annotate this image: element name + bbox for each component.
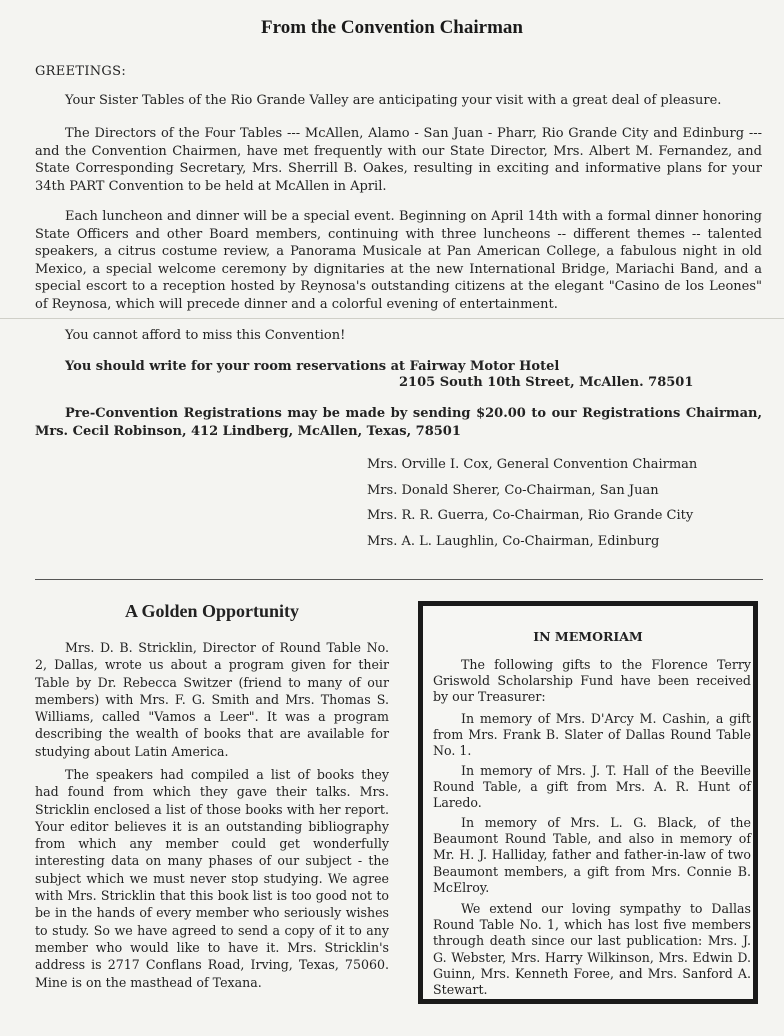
memoriam-paragraph: In memory of Mrs. J. T. Hall of the Beeville Round Table, a gift from Mrs. A. R. Hunt of Laredo. [433,763,751,811]
article-paragraph-1: Mrs. D. B. Stricklin, Director of Round Table No. 2, Dallas, wrote us about a program given for their Table by Dr. Rebecca Switzer (friend to many of our members) with Mrs. F. G. Smith and Mrs. Thomas S. Williams, called "Vamos a Leer". It was a program describing the wealth of books that are available for studying about Latin America. [35,640,389,759]
page-title: From the Convention Chairman [261,17,523,38]
letter-paragraph-2: The Directors of the Four Tables --- McAllen, Alamo - San Juan - Pharr, Rio Grande City and Edinburg --- and the Convention Chairmen, have met frequently with our State Director, Mrs. Albert M. Fernandez, and State Corresponding Secretary, Mrs. Sherrill B. Oakes, resulting in exciting and informative plans for your 34th PART Convention to be held at McAllen in April. [35,126,762,194]
signature-line: Mrs. R. R. Guerra, Co-Chairman, Rio Grande City [367,508,694,523]
memoriam-paragraph: In memory of Mrs. L. G. Black, of the Beaumont Round Table, and also in memory of Mr. H. J. Halliday, father and father-in-law of two Beaumont members, a gift from Mrs. Connie B. McElroy. [433,815,751,895]
registration-paragraph: Pre-Convention Registrations may be made by sending $20.00 to our Registrations Chairman, Mrs. Cecil Robinson, 412 Lindberg, McAllen, Texas, 78501 [35,406,762,439]
in-memoriam-box [418,601,758,1004]
hotel-address: 2105 South 10th Street, McAllen. 78501 [399,375,694,390]
letter-paragraph-1: Your Sister Tables of the Rio Grande Valley are anticipating your visit with a great deal of pleasure. [65,93,722,108]
article-title: A Golden Opportunity [124,601,300,621]
letter-paragraph-4: You cannot afford to miss this Convention! [65,328,346,343]
memoriam-title: IN MEMORIAM [533,629,643,644]
signature-line: Mrs. Donald Sherer, Co-Chairman, San Juan [367,483,659,498]
article-paragraph-2: The speakers had compiled a list of books they had found from which they gave their talks. Mrs. Stricklin enclosed a list of those books with her report. Your editor believes it is an outstanding bibliography from which any member could get wonderfully interesting data on many phases of our subject - the subject which we must never stop studying. We agree with Mrs. Stricklin that this book list is too good not to be in the hands of every member who seriously wishes to study. So we have agreed to send a copy of it to any member who would like to have it. Mrs. Stricklin's address is 2717 Conflans Road, Irving, Texas, 75060. Mine is on the masthead of Texana. [35,767,389,990]
memoriam-paragraph: We extend our loving sympathy to Dallas Round Table No. 1, which has lost five members through death since our last publication: Mrs. J. G. Webster, Mrs. Harry Wilkinson, Mrs. Edwin D. Guinn, Mrs. Kenneth Foree, and Mrs. Sanford A. Stewart. [433,901,751,998]
page-fold-line [0,318,784,319]
hotel-line: You should write for your room reservations at Fairway Motor Hotel [65,359,560,374]
memoriam-paragraph: In memory of Mrs. D'Arcy M. Cashin, a gift from Mrs. Frank B. Slater of Dallas Round Table No. 1. [433,711,751,759]
signature-line: Mrs. Orville I. Cox, General Convention Chairman [367,457,698,472]
signature-line: Mrs. A. L. Laughlin, Co-Chairman, Edinburg [367,534,660,549]
section-divider [35,579,763,580]
hotel-reservation [65,358,694,390]
greeting: GREETINGS: [35,64,127,79]
memoriam-paragraph: The following gifts to the Florence Terry Griswold Scholarship Fund have been received by our Treasurer: [433,657,751,705]
letter-paragraph-3: Each luncheon and dinner will be a special event. Beginning on April 14th with a formal dinner honoring State Officers and other Board members, continuing with three luncheons -- different themes -- talented speakers, a citrus costume review, a Panorama Musicale at Pan American College, a fabulous night in old Mexico, a special welcome ceremony by dignitaries at the new International Bridge, Mariachi Band, and a special escort to a reception hosted by Reynosa's outstanding citizens at the elegant "Casino de los Leones" of Reynosa, which will precede dinner and a colorful evening of entertainment. [35,209,762,312]
